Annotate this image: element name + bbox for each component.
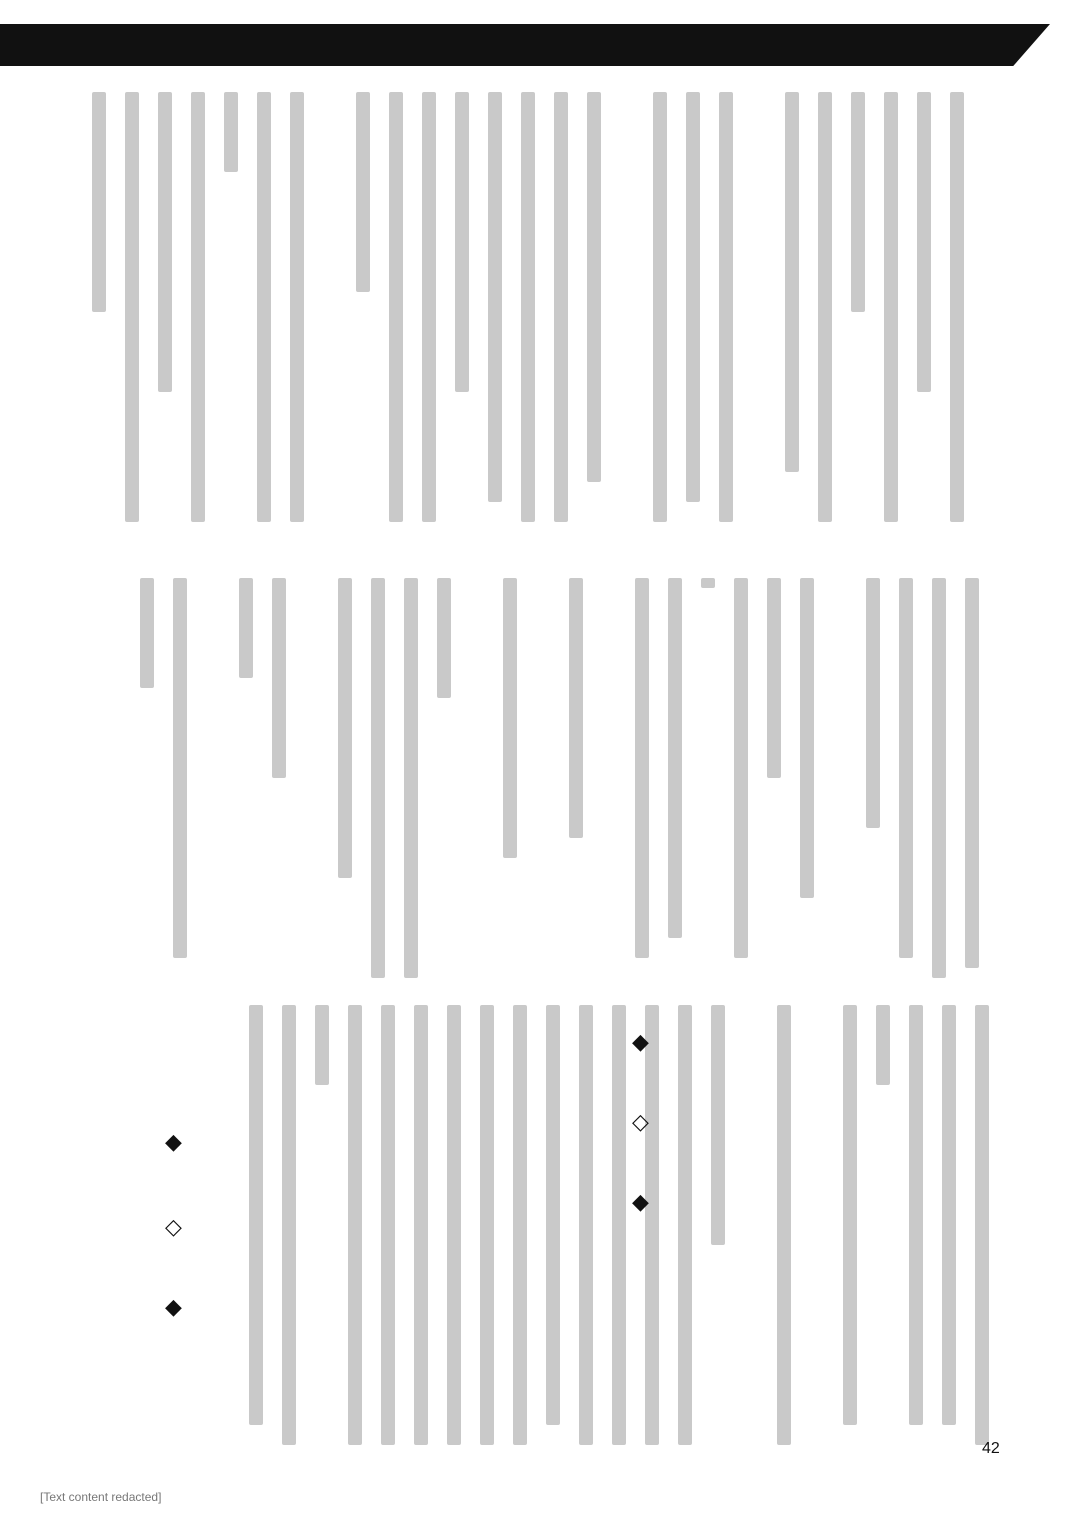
- redacted-text-column: [701, 578, 715, 588]
- redacted-text-column: [866, 578, 880, 828]
- redacted-text-column: [719, 92, 733, 522]
- redacted-text-column: [191, 92, 205, 522]
- redacted-text-column: [282, 1005, 296, 1445]
- redacted-text-column: [884, 92, 898, 522]
- redaction-notice: [Text content redacted]: [40, 1490, 162, 1504]
- redacted-text-column: [909, 1005, 923, 1425]
- redacted-text-column: [800, 578, 814, 898]
- redacted-text-column: [249, 1005, 263, 1425]
- redacted-text-column: [785, 92, 799, 472]
- redacted-text-column: [239, 578, 253, 678]
- redacted-text-column: [917, 92, 931, 392]
- redacted-text-column: [404, 578, 418, 978]
- redacted-text-column: [503, 578, 517, 858]
- redacted-text-column: [975, 1005, 989, 1445]
- redacted-text-column: [348, 1005, 362, 1445]
- redacted-text-column: [488, 92, 502, 502]
- redacted-text-column: [843, 1005, 857, 1425]
- redacted-text-column: [734, 578, 748, 958]
- redacted-text-column: [272, 578, 286, 778]
- redacted-text-column: [140, 578, 154, 688]
- redacted-text-column: [338, 578, 352, 878]
- header-band: [0, 24, 1050, 66]
- redacted-text-column: [569, 578, 583, 838]
- redacted-text-column: [950, 92, 964, 522]
- redacted-text-column: [125, 92, 139, 522]
- redacted-text-column: [92, 92, 106, 312]
- redacted-text-column: [899, 578, 913, 958]
- redacted-text-column: [480, 1005, 494, 1445]
- redacted-text-column: [851, 92, 865, 312]
- redacted-text-column: [668, 578, 682, 938]
- section-break-diamond: ◆: [632, 1190, 649, 1215]
- redacted-text-column: [932, 578, 946, 978]
- section-break-hollow-diamond: ◇: [165, 1215, 182, 1240]
- redacted-text-column: [635, 578, 649, 958]
- redacted-text-column: [513, 1005, 527, 1445]
- redacted-text-column: [965, 578, 979, 968]
- redacted-text-column: [818, 92, 832, 522]
- redacted-text-column: [767, 578, 781, 778]
- redacted-text-column: [414, 1005, 428, 1445]
- section-break-diamond: ◆: [165, 1130, 182, 1155]
- redacted-text-column: [371, 578, 385, 978]
- redacted-text-column: [587, 92, 601, 482]
- redacted-text-column: [290, 92, 304, 522]
- redacted-text-column: [257, 92, 271, 522]
- redacted-text-column: [686, 92, 700, 502]
- redacted-text-column: [315, 1005, 329, 1085]
- redacted-text-column: [579, 1005, 593, 1445]
- redacted-text-column: [777, 1005, 791, 1445]
- redacted-text-column: [521, 92, 535, 522]
- redacted-text-column: [389, 92, 403, 522]
- redacted-text-column: [422, 92, 436, 522]
- redacted-text-column: [876, 1005, 890, 1085]
- redacted-text-column: [653, 92, 667, 522]
- redacted-text-column: [942, 1005, 956, 1425]
- redacted-text-column: [645, 1005, 659, 1445]
- redacted-text-column: [224, 92, 238, 172]
- redacted-text-column: [447, 1005, 461, 1445]
- redacted-text-column: [381, 1005, 395, 1445]
- redacted-text-column: [711, 1005, 725, 1245]
- redacted-text-column: [356, 92, 370, 292]
- redacted-text-column: [173, 578, 187, 958]
- redacted-text-column: [546, 1005, 560, 1425]
- redacted-text-column: [437, 578, 451, 698]
- section-break-diamond: ◆: [632, 1030, 649, 1055]
- page-number: 42: [982, 1440, 1000, 1457]
- section-break-diamond: ◆: [165, 1295, 182, 1320]
- redacted-text-column: [554, 92, 568, 522]
- redacted-text-column: [612, 1005, 626, 1445]
- redacted-text-column: [678, 1005, 692, 1445]
- redacted-text-column: [158, 92, 172, 392]
- redacted-text-column: [455, 92, 469, 392]
- section-break-hollow-diamond: ◇: [632, 1110, 649, 1135]
